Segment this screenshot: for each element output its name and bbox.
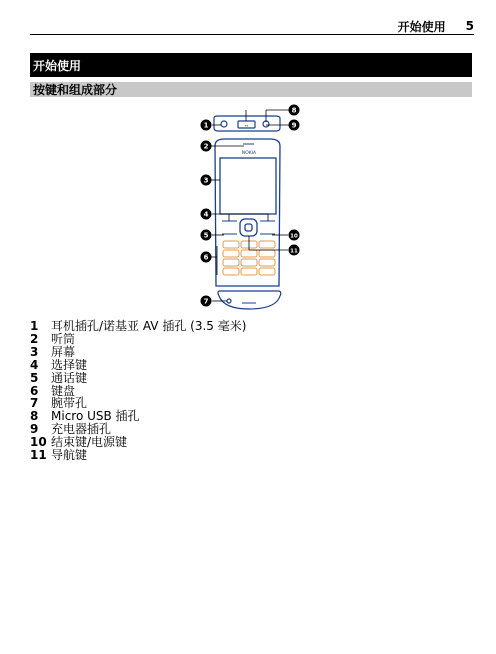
legend-label: 键盘	[51, 383, 76, 398]
callout-3	[201, 175, 212, 186]
callout-5	[201, 230, 212, 241]
brand-logo: NOKIA	[241, 151, 257, 156]
svg-text:2: 2	[203, 142, 209, 151]
section-title	[30, 82, 472, 97]
phone-front-view	[215, 139, 280, 286]
legend-number: 4	[30, 357, 39, 372]
legend-number: 5	[30, 370, 39, 385]
callout-7	[201, 296, 212, 307]
svg-text:7: 7	[203, 297, 209, 306]
header-rule	[30, 34, 474, 35]
strap-eyelet-icon	[227, 299, 231, 303]
svg-text:1: 1	[203, 121, 209, 130]
legend-item	[30, 372, 246, 385]
navigation-center-key	[245, 224, 252, 231]
phone-screen	[220, 158, 276, 214]
headset-jack-icon	[221, 121, 227, 127]
callout-9	[289, 120, 300, 131]
legend-item	[30, 346, 246, 359]
parts-legend	[30, 320, 246, 462]
callout-10	[289, 230, 300, 241]
legend-item	[30, 449, 246, 462]
legend-label: 充电器插孔	[51, 422, 112, 437]
legend-label: 听筒	[51, 331, 76, 346]
legend-number: 11	[30, 448, 47, 463]
phone-top-view	[214, 116, 280, 131]
callout-4	[201, 209, 212, 220]
legend-number: 9	[30, 422, 39, 437]
chapter-title-text: 开始使用	[33, 58, 82, 73]
legend-number: 10	[30, 435, 47, 450]
legend-label: 通话键	[51, 370, 88, 385]
phone-diagram	[195, 102, 305, 314]
legend-number: 6	[30, 383, 39, 398]
legend-number: 3	[30, 344, 39, 359]
chapter-title	[30, 53, 472, 77]
phone-body	[215, 139, 280, 286]
svg-text:5: 5	[203, 231, 209, 240]
legend-number: 1	[30, 319, 39, 333]
svg-text:10: 10	[290, 233, 298, 240]
legend-label: 导航键	[51, 448, 88, 463]
legend-label: 腕带孔	[51, 396, 88, 411]
legend-item	[30, 320, 246, 333]
legend-label: 屏幕	[51, 344, 76, 359]
callout-6	[201, 252, 212, 263]
svg-text:11: 11	[290, 248, 298, 255]
legend-label: 结束键/电源键	[51, 435, 128, 450]
legend-number: 8	[30, 409, 39, 424]
legend-label: 选择键	[51, 357, 88, 372]
page-header	[30, 18, 474, 34]
header-title: 开始使用	[397, 19, 446, 34]
phone-bottom-view	[218, 291, 281, 309]
callout-8	[289, 105, 300, 116]
svg-text:6: 6	[203, 253, 209, 262]
legend-number: 7	[30, 396, 39, 411]
page-number: 5	[465, 19, 474, 33]
callout-2	[201, 141, 212, 152]
svg-text:3: 3	[203, 176, 209, 185]
svg-text:↔: ↔	[244, 123, 249, 128]
legend-number: 2	[30, 331, 39, 346]
section-title-text: 按键和组成部分	[33, 83, 118, 97]
legend-item	[30, 333, 246, 346]
callout-11	[289, 245, 300, 256]
callout-1	[201, 120, 212, 131]
legend-item	[30, 359, 246, 372]
svg-text:8: 8	[291, 106, 297, 115]
svg-text:9: 9	[291, 121, 297, 130]
svg-text:4: 4	[203, 210, 209, 219]
legend-label: 耳机插孔/诺基亚 AV 插孔 (3.5 毫米)	[51, 319, 247, 333]
navigation-key	[240, 219, 257, 236]
legend-label: Micro USB 插孔	[51, 409, 140, 424]
